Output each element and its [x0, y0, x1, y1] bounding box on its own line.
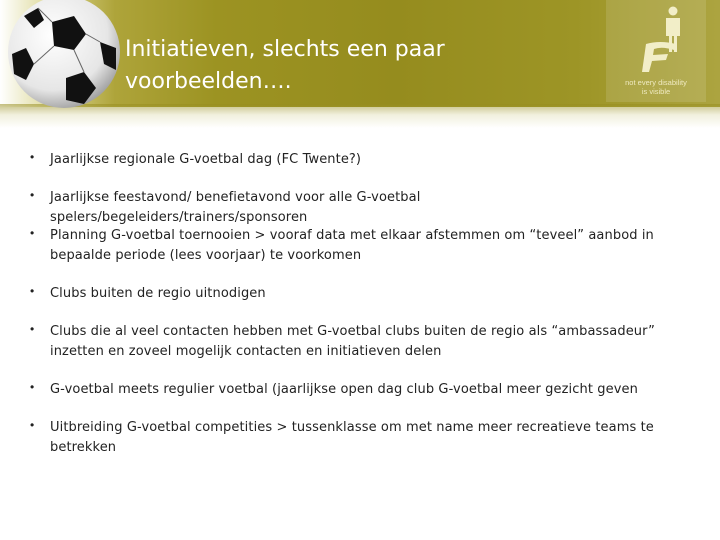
bullet-text: G-voetbal meets regulier voetbal (jaarlijkse open dag club G-voetbal meer gezicht geven [50, 382, 638, 397]
logo-tagline-line2: is visible [641, 87, 671, 96]
bullet-dot: • [30, 188, 35, 202]
bullet-text: Uitbreiding G-voetbal competities > tussenklasse om met name meer recreatieve teams te betrekken [50, 420, 654, 455]
bullet-dot: • [30, 150, 35, 164]
logo-tagline-line1: not every disability [625, 78, 687, 87]
bullet-dot: • [30, 284, 35, 298]
f-logo-icon [640, 40, 680, 74]
bullet-dot: • [30, 322, 35, 336]
bullet-text: Jaarlijkse feestavond/ benefietavond voor alle G-voetbal spelers/begeleiders/trainers/sponsoren [50, 190, 421, 225]
bullet-text: Clubs buiten de regio uitnodigen [50, 286, 266, 301]
bullet-text: Planning G-voetbal toernooien > vooraf data met elkaar afstemmen om “teveel” aanbod in bepaalde periode (lees voorjaar) te voorkomen [50, 228, 654, 263]
bullet-text: Jaarlijkse regionale G-voetbal dag (FC Twente?) [50, 152, 362, 167]
soccer-ball-icon [4, 0, 124, 112]
bullet-dot: • [30, 226, 35, 240]
bullet-text: Clubs die al veel contacten hebben met G-voetbal clubs buiten de regio als “ambassadeur” inzetten en zoveel mogelijk contacten en initiatieven delen [50, 324, 655, 359]
bullet-dot: • [30, 418, 35, 432]
bullet-dot: • [30, 380, 35, 394]
slide-title: Initiatieven, slechts een paar voorbeelden…. [125, 37, 445, 94]
logo-tagline [606, 78, 706, 96]
